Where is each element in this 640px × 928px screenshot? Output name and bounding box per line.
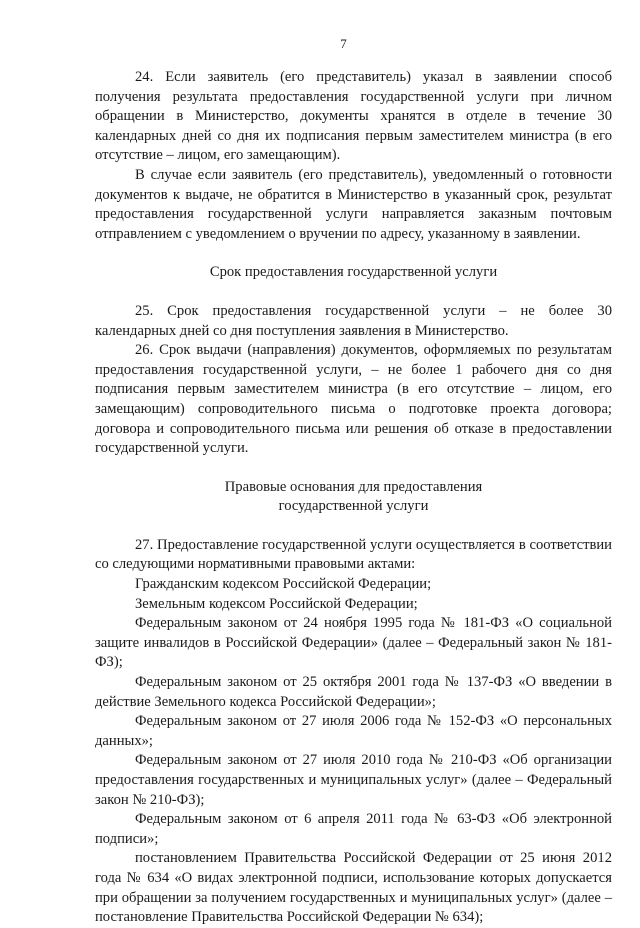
list-item-law-63: Федеральным законом от 6 апреля 2011 года № 63-ФЗ «Об электронной подписи»; (95, 811, 612, 847)
paragraph-27: 27. Предоставление государственной услуги осуществляется в соответствии со следующими нормативными правовыми актами: (95, 536, 612, 573)
paragraph-24: 24. Если заявитель (его представитель) указал в заявлении способ получения результата предоставления государственной услуги при личном обращении в Министерство, документы хранятся в отделе в течение 30 календарных дней со дня их подписания первым заместителем министра (в его отсутствие – лицом, его замещающим). (95, 69, 612, 164)
section-heading-term: Срок предоставления государственной услуги (209, 264, 498, 281)
page-number: 7 (340, 36, 347, 51)
list-item-land-code: Земельным кодексом Российской Федерации; (135, 595, 418, 612)
section-heading-legal-line1: Правовые основания для предоставления (224, 478, 483, 495)
list-item-law-152: Федеральным законом от 27 июля 2006 года № 152-ФЗ «О персональных данных»; (95, 713, 612, 749)
paragraph-24-cont: В случае если заявитель (его представитель), уведомленный о готовности документов к выдаче, не обратится в Министерство в указанный срок, результат предоставления государственной услуги направляется заказным почтовым отправлением с уведомлением о вручении по адресу, указанному в заявлении. (95, 166, 612, 242)
list-item-law-210: Федеральным законом от 27 июля 2010 года № 210-ФЗ «Об организации предоставления государственных и муниципальных услуг» (далее – Федеральный закон № 210-ФЗ); (95, 752, 612, 808)
list-item-law-181: Федеральным законом от 24 ноября 1995 года № 181-ФЗ «О социальной защите инвалидов в Российской Федерации» (далее – Федеральный закон № 181-ФЗ); (95, 615, 612, 671)
paragraph-25: 25. Срок предоставления государственной услуги – не более 30 календарных дней со дня поступления заявления в Министерство. (95, 302, 612, 339)
list-item-resolution-634: постановлением Правительства Российской Федерации от 25 июня 2012 года № 634 «О видах электронной подписи, использование которых допускается при обращении за получением государственных и муниципальных услуг» (далее – постановление Правительства Российской Федерации № 634); (95, 850, 612, 926)
section-heading-legal-line2: государственной услуги (278, 498, 429, 515)
paragraph-26: 26. Срок выдачи (направления) документов, оформляемых по результатам предоставления государственной услуги, – не более 1 рабочего дня со дня подписания первым заместителем министра (в его отсутствие – лицом, его замещающим) сопроводительного письма о подготовке проекта договора; договора и сопроводительного письма или решения об отказе в предоставлении государственной услуги. (95, 342, 612, 457)
list-item-law-137: Федеральным законом от 25 октября 2001 года № 137-ФЗ «О введении в действие Земельного кодекса Российской Федерации»; (95, 674, 612, 710)
list-item-civil-code: Гражданским кодексом Российской Федерации; (135, 576, 432, 593)
